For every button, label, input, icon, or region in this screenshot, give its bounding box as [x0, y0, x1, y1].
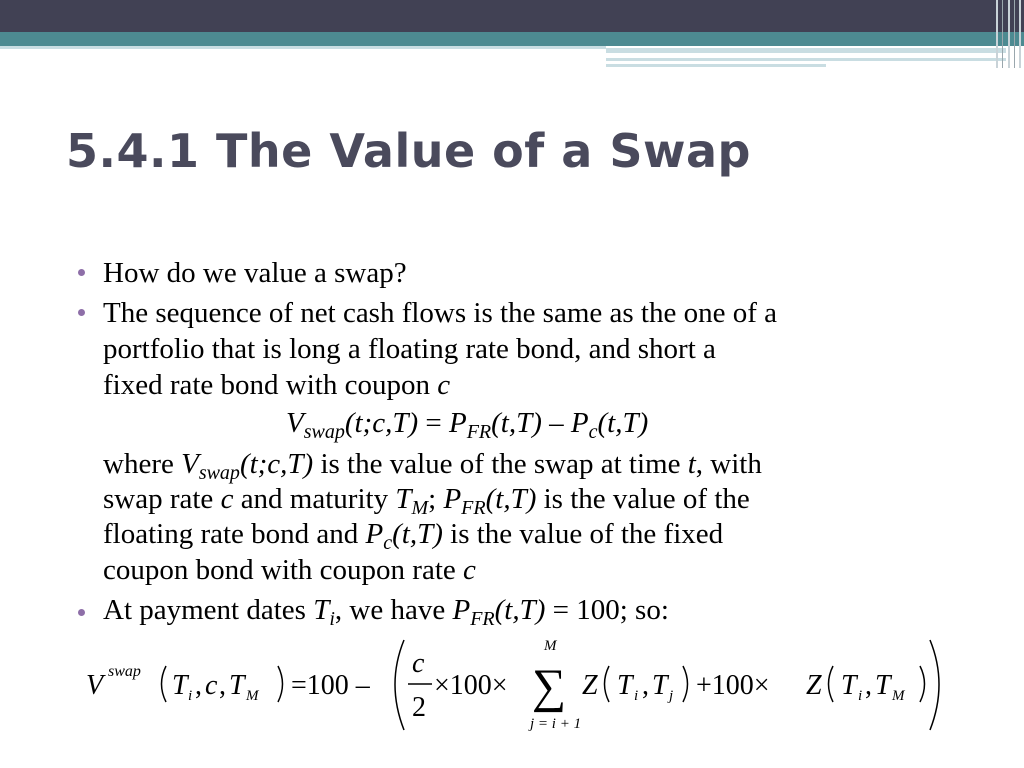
- math-args: (t,T): [491, 407, 542, 439]
- header-deco-vline-2: [1002, 0, 1003, 68]
- math-sub: i: [329, 608, 335, 630]
- formula-sub-i: i: [634, 688, 639, 704]
- math-sub: c: [588, 421, 598, 443]
- text-run: fixed rate bond with coupon: [103, 369, 430, 401]
- math-sub: swap: [303, 421, 345, 443]
- formula-sum-lower: j = i + 1: [530, 716, 582, 732]
- math-var: T: [313, 594, 330, 626]
- swap-value-equation: [286, 406, 648, 449]
- formula-paren: [278, 666, 283, 702]
- formula-Ti: T: [617, 670, 633, 701]
- header-deco-line-3: [606, 58, 1006, 61]
- math-op: –: [541, 407, 571, 439]
- formula-sum-upper: M: [544, 638, 557, 654]
- formula-Z: Z: [806, 670, 822, 701]
- formula-frac-den: 2: [412, 692, 426, 723]
- formula-TM: T: [229, 670, 245, 701]
- where-line-4: [103, 553, 476, 587]
- math-var: P: [570, 407, 589, 439]
- math-sub: swap: [198, 462, 240, 484]
- formula-paren: [683, 666, 688, 702]
- formula-comma: ,: [642, 670, 649, 701]
- text-run: , with: [695, 448, 762, 480]
- slide-title: 5.4.1 The Value of a Swap: [66, 124, 751, 178]
- formula-eq-100-minus: =100 –: [291, 670, 370, 701]
- header-deco-line-4: [606, 64, 826, 67]
- header-deco-vline-3: [1008, 0, 1010, 68]
- formula-V: V: [86, 670, 104, 701]
- formula-paren: [920, 666, 925, 702]
- formula-plus-100: +100×: [696, 670, 770, 701]
- text-run: coupon bond with coupon rate: [103, 554, 464, 586]
- header-deco-vline-4: [1014, 0, 1015, 68]
- formula-c: c: [205, 670, 218, 701]
- formula-TM: T: [875, 670, 891, 701]
- formula-paren: [605, 666, 610, 702]
- bullet-2-line-3: [103, 368, 450, 402]
- swap-valuation-formula: [86, 632, 956, 742]
- formula-frac-num: c: [412, 648, 425, 679]
- text-run: is the value of the fixed: [442, 518, 724, 550]
- bullet-2-line-1: [103, 296, 777, 330]
- math-var: P: [452, 594, 471, 626]
- bullet-1-text: [103, 256, 407, 290]
- formula-sub-M: M: [892, 688, 905, 704]
- formula-comma: ,: [219, 670, 226, 701]
- formula-Ti: T: [172, 670, 188, 701]
- formula-swap-sup: swap: [108, 663, 141, 680]
- text-run: portfolio that is long a floating rate bond, and short a: [103, 333, 716, 365]
- math-args: (t,T): [597, 407, 649, 439]
- formula-big-paren: [930, 640, 939, 730]
- header-deco-vline-5: [1019, 0, 1021, 68]
- math-var: T: [395, 483, 412, 515]
- text-run: At payment dates: [103, 594, 314, 626]
- math-sub: FR: [470, 608, 495, 630]
- math-sub: M: [411, 497, 429, 519]
- formula-sub-j: j: [669, 688, 674, 704]
- formula-paren: [162, 666, 167, 702]
- math-sub: FR: [461, 497, 486, 519]
- text-run: floating rate bond and: [103, 518, 366, 550]
- math-var: P: [365, 518, 384, 550]
- formula-comma: ,: [865, 670, 872, 701]
- math-var: t: [687, 448, 696, 480]
- text-run: is the value of the: [536, 483, 750, 515]
- formula-Z: Z: [582, 670, 598, 701]
- math-var: c: [463, 554, 476, 586]
- math-sub: FR: [466, 421, 492, 443]
- text-run: = 100; so:: [545, 594, 669, 626]
- header-accent-bar: [0, 32, 1024, 46]
- text-run: swap rate: [103, 483, 221, 515]
- header-deco-line-1: [0, 46, 606, 49]
- formula-sub-M: M: [246, 688, 259, 704]
- bullet-dot: [78, 309, 85, 316]
- math-args: (t,T): [392, 518, 443, 550]
- math-var: c: [437, 369, 451, 401]
- formula-big-paren: [395, 640, 404, 730]
- math-var: P: [443, 483, 462, 515]
- bullet-1-span: How do we value a swap?: [103, 257, 407, 289]
- bullet-3-text: [103, 593, 669, 636]
- formula-sub-i: i: [188, 688, 193, 704]
- math-op: =: [418, 407, 449, 439]
- math-var: c: [220, 483, 234, 515]
- math-var: V: [181, 448, 199, 480]
- header-deco-vline-1: [996, 0, 998, 68]
- text-run: , we have: [334, 594, 453, 626]
- math-args: (t;c,T): [239, 448, 314, 480]
- bullet-dot: [78, 269, 85, 276]
- formula-times-100: ×100×: [434, 670, 508, 701]
- math-args: (t,T): [485, 483, 537, 515]
- bullet-dot: [78, 609, 85, 616]
- text-run: where: [103, 448, 182, 480]
- math-sub: c: [383, 532, 393, 554]
- header-bar: [0, 0, 1024, 32]
- math-args: (t;c,T): [344, 407, 419, 439]
- formula-paren: [829, 666, 834, 702]
- formula-Ti: T: [841, 670, 857, 701]
- text-run: The sequence of net cash flows is the same as the one of a: [103, 297, 778, 329]
- math-var: P: [448, 407, 467, 439]
- formula-comma: ,: [195, 670, 202, 701]
- math-var: V: [286, 407, 304, 439]
- formula-sub-i: i: [858, 688, 863, 704]
- formula-Tj: T: [652, 670, 668, 701]
- header-deco-line-2: [606, 48, 1006, 53]
- text-run: is the value of the swap at time: [313, 448, 688, 480]
- text-run: ;: [428, 483, 444, 515]
- formula-sum-sign: ∑: [532, 660, 567, 713]
- bullet-2-line-2: [103, 332, 716, 366]
- text-run: and maturity: [233, 483, 396, 515]
- math-args: (t,T): [494, 594, 546, 626]
